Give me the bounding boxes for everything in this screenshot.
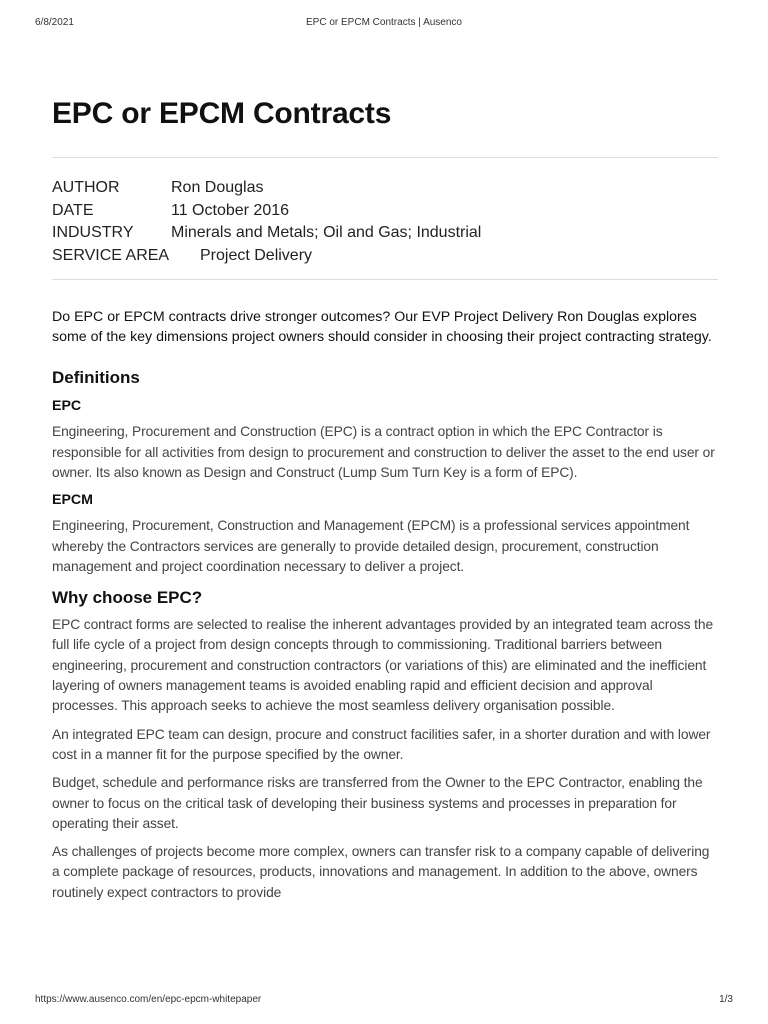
meta-value: Ron Douglas xyxy=(171,179,264,196)
why-epc-paragraph: EPC contract forms are selected to realise the inherent advantages provided by an integrated team across the full life cycle of a project from design concepts through to commissioning. Traditional barriers between engineering, procurement and construction contractors (or variations of this) are eliminated and the inefficient layering of owners management teams is avoided enabling rapid and efficient decision and approval processes. This approach seeks to achieve the most seamless delivery organisation possible. xyxy=(52,617,714,714)
article-lead: Do EPC or EPCM contracts drive stronger outcomes? Our EVP Project Delivery Ron Douglas explores some of the key dimensions project owners should consider in choosing their project contracting strategy. xyxy=(52,308,712,346)
epc-heading: EPC xyxy=(52,398,82,415)
article xyxy=(52,96,718,903)
print-page-number: 1/3 xyxy=(719,994,733,1005)
meta-value: Project Delivery xyxy=(200,247,313,265)
page-title: EPC or EPCM Contracts xyxy=(52,97,392,130)
why-epc-paragraph: Budget, schedule and performance risks are transferred from the Owner to the EPC Contractor, enabling the owner to focus on the critical task of developing their business systems and processes in preparation for operating their asset. xyxy=(52,775,703,831)
divider-top xyxy=(52,157,718,158)
epcm-heading: EPCM xyxy=(52,492,93,509)
meta-date xyxy=(52,200,718,223)
meta-label: SERVICE AREA xyxy=(52,247,170,265)
meta-label: AUTHOR xyxy=(52,179,120,196)
meta-author xyxy=(52,177,718,200)
print-url: https://www.ausenco.com/en/epc-epcm-whitepaper xyxy=(35,994,262,1005)
meta-value: Minerals and Metals; Oil and Gas; Industrial xyxy=(171,224,482,242)
epcm-definition: Engineering, Procurement, Construction and Management (EPCM) is a professional services appointment whereby the Contractors services are generally to provide detailed design, procurement, construction management and project coordination necessary to deliver a project. xyxy=(52,518,690,574)
meta-service-area xyxy=(52,245,718,268)
print-page-title: EPC or EPCM Contracts | Ausenco xyxy=(306,17,462,28)
meta-label: DATE xyxy=(52,201,94,219)
why-epc-paragraph: As challenges of projects become more complex, owners can transfer risk to a company capable of delivering a complete package of resources, products, innovations and management. In addition to the above, owners routinely expect contractors to provide xyxy=(52,844,710,900)
meta-label: INDUSTRY xyxy=(52,224,134,242)
print-date: 6/8/2021 xyxy=(35,17,74,28)
definitions-heading: Definitions xyxy=(52,368,140,388)
why-epc-heading: Why choose EPC? xyxy=(52,588,203,608)
print-header xyxy=(35,17,733,31)
print-footer xyxy=(35,994,733,1008)
article-meta xyxy=(52,177,718,268)
meta-industry xyxy=(52,222,718,245)
why-epc-paragraph: An integrated EPC team can design, procure and construct facilities safer, in a shorter duration and with lower cost in a manner fit for the purpose specified by the owner. xyxy=(52,726,711,762)
meta-value: 11 October 2016 xyxy=(171,201,290,219)
divider-bottom xyxy=(52,279,718,280)
epc-definition: Engineering, Procurement and Construction (EPC) is a contract option in which the EPC Contractor is responsible for all activities from design to procurement and construction to deliver the asset to the end user or owner. Its also known as Design and Construct (Lump Sum Turn Key is a form of EPC). xyxy=(52,424,715,480)
